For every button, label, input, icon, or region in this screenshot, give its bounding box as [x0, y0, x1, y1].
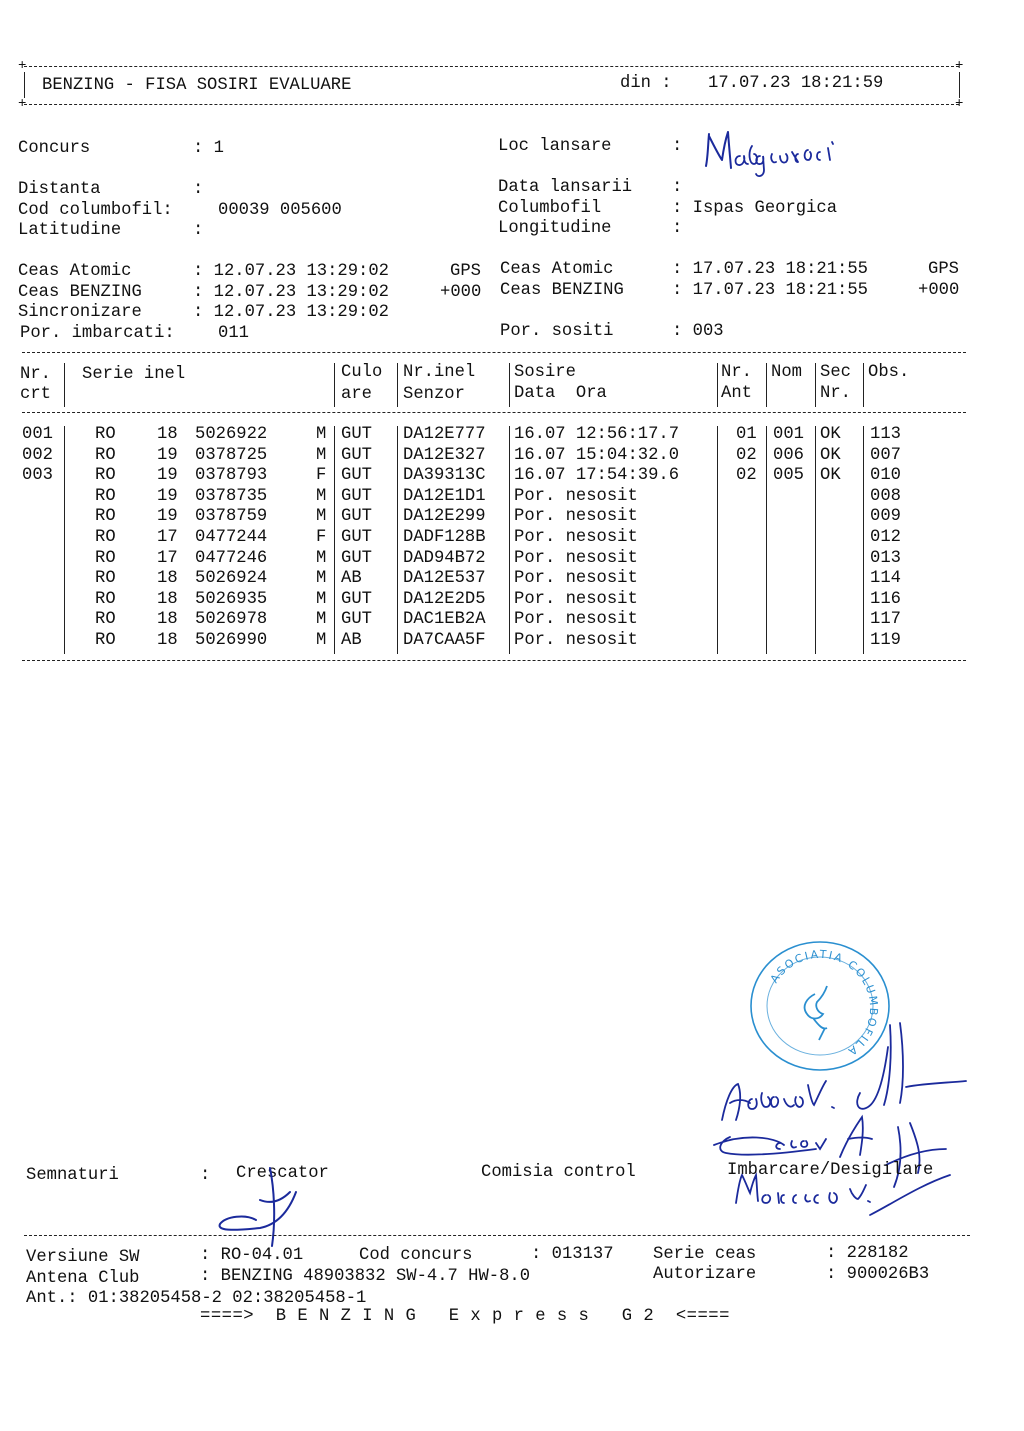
cell-inel: 5026922	[195, 425, 268, 444]
col-divider	[815, 426, 816, 654]
cell-senzor: DA12E2D5	[403, 589, 486, 609]
cell-culoare: GUT	[341, 466, 372, 486]
cell-tara: RO	[95, 631, 116, 650]
loc-lansare-label: Loc lansare	[498, 137, 612, 156]
header-sec: Sec	[820, 363, 851, 382]
left-benzing-value: : 12.07.23 13:29:02	[193, 283, 389, 302]
cell-culoare: GUT	[341, 425, 372, 444]
cell-nr: 003	[22, 466, 53, 486]
col-divider	[766, 363, 767, 407]
cell-sex: M	[316, 507, 327, 527]
col-divider	[717, 363, 718, 407]
cell-tara: RO	[95, 445, 116, 465]
cell-ant: 02	[736, 466, 757, 486]
header-obs: Obs.	[868, 363, 910, 382]
header-culo: Culo	[341, 363, 383, 382]
antena-value: : BENZING 48903832 SW-4.7 HW-8.0	[200, 1267, 531, 1286]
distanta-label: Distanta	[18, 180, 101, 199]
col-divider	[509, 426, 510, 654]
cell-an: 17	[157, 528, 178, 547]
header-ant: Ant	[721, 384, 752, 403]
cell-senzor: DADF128B	[403, 528, 486, 547]
cell-sex: M	[316, 569, 327, 589]
sincronizare-value: : 12.07.23 13:29:02	[193, 303, 389, 322]
header-top-rule	[24, 66, 959, 67]
header-are: are	[341, 385, 372, 404]
loc-lansare-sep: :	[672, 137, 683, 156]
cell-sosire: Por. nesosit	[514, 589, 638, 609]
cell-sosire: Por. nesosit	[514, 631, 638, 650]
col-divider	[509, 363, 510, 407]
cell-nr: 001	[22, 425, 53, 444]
serie-ceas-label: Serie ceas	[653, 1245, 757, 1264]
document-title: BENZING - FISA SOSIRI EVALUARE	[42, 76, 352, 95]
cell-sosire: 16.07 15:04:32.0	[514, 445, 680, 465]
autorizare-label: Autorizare	[653, 1265, 757, 1284]
cell-sosire: Por. nesosit	[514, 548, 638, 568]
imbarcati-value: 011	[218, 324, 249, 343]
cell-sex: M	[316, 425, 327, 444]
right-atomic-value: : 17.07.23 18:21:55	[672, 260, 868, 279]
cell-obs: 012	[870, 528, 901, 547]
latitudine-label: Latitudine	[18, 221, 122, 240]
header-senzor: Senzor	[403, 385, 465, 404]
cell-obs: 010	[870, 466, 901, 486]
header-sosire: Sosire	[514, 363, 576, 382]
cell-sex: M	[316, 548, 327, 568]
cell-inel: 0378759	[195, 507, 268, 527]
cell-culoare: GUT	[341, 548, 372, 568]
cell-inel: 0378793	[195, 466, 268, 486]
cell-inel: 5026978	[195, 610, 268, 630]
header-nr: Nr.	[20, 365, 51, 384]
right-atomic-suffix: GPS	[928, 260, 959, 279]
col-divider	[717, 426, 718, 654]
cod-concurs-label: Cod concurs	[359, 1246, 473, 1265]
signatures-label: Semnaturi	[26, 1166, 119, 1185]
cell-sex: F	[316, 466, 327, 486]
cell-an: 18	[157, 425, 178, 444]
right-atomic-label: Ceas Atomic	[500, 260, 614, 279]
cell-sosire: 16.07 17:54:39.6	[514, 466, 680, 486]
header-serie-inel: Serie inel	[82, 365, 186, 384]
cell-tara: RO	[95, 425, 116, 444]
serie-ceas-value: : 228182	[826, 1244, 909, 1263]
cell-inel: 5026924	[195, 569, 268, 589]
cell-senzor: DA7CAA5F	[403, 631, 486, 650]
right-benzing-suffix: +000	[918, 281, 960, 300]
corner-mark: +	[18, 96, 27, 112]
cell-culoare: AB	[341, 569, 362, 589]
cell-inel: 0378725	[195, 445, 268, 465]
cell-nom: 001	[773, 425, 804, 444]
crescator-label: Crescator	[236, 1164, 329, 1183]
left-atomic-label: Ceas Atomic	[18, 262, 132, 281]
din-datetime: 17.07.23 18:21:59	[708, 74, 884, 93]
corner-mark: +	[955, 58, 964, 74]
cell-sex: M	[316, 445, 327, 465]
table-header-rule	[22, 412, 966, 413]
cell-obs: 116	[870, 589, 901, 609]
header-left-border	[24, 72, 25, 98]
col-divider	[334, 426, 335, 654]
header-sec-nr: Nr.	[820, 384, 851, 403]
col-divider	[863, 363, 864, 407]
handwritten-loc-lansare	[700, 126, 880, 182]
header-right-border	[959, 72, 960, 98]
cell-senzor: DA12E299	[403, 507, 486, 527]
sincronizare-label: Sincronizare	[18, 303, 142, 322]
col-divider	[397, 426, 398, 654]
cell-inel: 0477244	[195, 528, 268, 547]
cell-obs: 113	[870, 425, 901, 444]
cell-nom: 005	[773, 466, 804, 486]
left-atomic-suffix: GPS	[450, 262, 481, 281]
cell-obs: 117	[870, 610, 901, 630]
cod-concurs-value: : 013137	[531, 1245, 614, 1264]
cell-culoare: GUT	[341, 528, 372, 547]
cell-obs: 119	[870, 631, 901, 650]
header-nr-ant: Nr.	[721, 363, 752, 382]
cell-culoare: GUT	[341, 589, 372, 609]
antena-label: Antena Club	[26, 1269, 140, 1288]
cell-an: 18	[157, 589, 178, 609]
cell-senzor: DA12E327	[403, 445, 486, 465]
concurs-value: : 1	[193, 139, 224, 158]
cell-sex: M	[316, 631, 327, 650]
cell-senzor: DAC1EB2A	[403, 610, 486, 630]
cell-ant: 01	[736, 425, 757, 444]
cell-inel: 5026935	[195, 589, 268, 609]
signatures-sep: :	[200, 1166, 211, 1185]
cell-inel: 5026990	[195, 631, 268, 650]
header-nr-inel: Nr.inel	[403, 363, 476, 382]
cell-tara: RO	[95, 507, 116, 527]
table-top-rule	[22, 352, 966, 353]
cell-an: 18	[157, 569, 178, 589]
cell-an: 19	[157, 507, 178, 527]
cell-obs: 114	[870, 569, 901, 589]
versiune-value: : RO-04.01	[200, 1246, 304, 1265]
cell-an: 17	[157, 548, 178, 568]
cell-inel: 0477246	[195, 548, 268, 568]
cell-sosire: Por. nesosit	[514, 569, 638, 589]
left-atomic-value: : 12.07.23 13:29:02	[193, 262, 389, 281]
cell-sosire: Por. nesosit	[514, 528, 638, 547]
latitudine-value: :	[193, 221, 204, 240]
cell-tara: RO	[95, 466, 116, 486]
cell-senzor: DA12E537	[403, 569, 486, 589]
right-benzing-value: : 17.07.23 18:21:55	[672, 281, 868, 300]
cod-columbofil-value: 00039 005600	[218, 201, 342, 220]
cell-inel: 0378735	[195, 486, 268, 506]
cell-sosire: Por. nesosit	[514, 610, 638, 630]
versiune-label: Versiune SW	[26, 1248, 140, 1267]
cell-senzor: DA12E1D1	[403, 486, 486, 506]
table-bottom-rule	[22, 660, 966, 661]
distanta-value: :	[193, 180, 204, 199]
cell-sosire: Por. nesosit	[514, 507, 638, 527]
header-nom: Nom	[771, 363, 802, 382]
cell-sec: OK	[820, 466, 841, 486]
corner-mark: +	[18, 58, 27, 74]
cell-obs: 013	[870, 548, 901, 568]
cell-culoare: GUT	[341, 445, 372, 465]
cell-tara: RO	[95, 486, 116, 506]
cell-obs: 009	[870, 507, 901, 527]
stamp-lettering: ASOCIATIA COLUMBOFILA	[767, 947, 881, 1059]
cell-sec: OK	[820, 445, 841, 465]
cell-sex: M	[316, 486, 327, 506]
cell-tara: RO	[95, 569, 116, 589]
cell-nr: 002	[22, 445, 53, 465]
cell-an: 19	[157, 445, 178, 465]
comisia-label: Comisia control	[481, 1163, 636, 1182]
header-crt: crt	[20, 385, 51, 404]
cell-culoare: GUT	[341, 486, 372, 506]
data-lansarii-value: :	[672, 178, 683, 197]
cell-senzor: DAD94B72	[403, 548, 486, 568]
header-data-ora: Data Ora	[514, 384, 607, 403]
right-benzing-label: Ceas BENZING	[500, 281, 624, 300]
columbofil-label: Columbofil	[498, 199, 602, 218]
col-divider	[334, 363, 335, 407]
left-benzing-suffix: +000	[440, 283, 482, 302]
cell-sosire: 16.07 12:56:17.7	[514, 425, 680, 444]
columbofil-value: : Ispas Georgica	[672, 199, 838, 218]
col-divider	[863, 426, 864, 654]
express-line: ====> B E N Z I N G E x p r e s s G 2 <====	[200, 1307, 730, 1326]
imbarcati-label: Por. imbarcati:	[20, 324, 175, 343]
cell-nom: 006	[773, 445, 804, 465]
cell-obs: 008	[870, 486, 901, 506]
cell-ant: 02	[736, 445, 757, 465]
cell-senzor: DA39313C	[403, 466, 486, 486]
cell-sec: OK	[820, 425, 841, 444]
col-divider	[64, 426, 65, 654]
cell-an: 18	[157, 631, 178, 650]
cell-culoare: GUT	[341, 610, 372, 630]
din-label: din :	[620, 74, 672, 93]
header-bottom-rule	[24, 104, 959, 105]
committee-signatures	[700, 1015, 1015, 1220]
col-divider	[64, 363, 65, 407]
cod-columbofil-label: Cod columbofil:	[18, 201, 173, 220]
cell-sex: F	[316, 528, 327, 547]
ant-line: Ant.: 01:38205458-2 02:38205458-1	[26, 1289, 367, 1308]
cell-an: 19	[157, 466, 178, 486]
cell-tara: RO	[95, 548, 116, 568]
col-divider	[815, 363, 816, 407]
cell-tara: RO	[95, 589, 116, 609]
cell-senzor: DA12E777	[403, 425, 486, 444]
cell-obs: 007	[870, 445, 901, 465]
sositi-label: Por. sositi	[500, 322, 614, 341]
cell-sex: M	[316, 610, 327, 630]
cell-an: 19	[157, 486, 178, 506]
concurs-label: Concurs	[18, 139, 91, 158]
cell-sex: M	[316, 589, 327, 609]
longitudine-label: Longitudine	[498, 219, 612, 238]
col-divider	[766, 426, 767, 654]
corner-mark: +	[955, 96, 964, 112]
col-divider	[397, 363, 398, 407]
footer-rule	[24, 1235, 970, 1236]
imbarcare-label: Imbarcare/Desigilare	[727, 1161, 934, 1180]
cell-culoare: GUT	[341, 507, 372, 527]
sositi-value: : 003	[672, 322, 724, 341]
cell-an: 18	[157, 610, 178, 630]
left-benzing-label: Ceas BENZING	[18, 283, 142, 302]
cell-sosire: Por. nesosit	[514, 486, 638, 506]
cell-culoare: AB	[341, 631, 362, 650]
data-lansarii-label: Data lansarii	[498, 178, 633, 197]
crescator-signature	[210, 1160, 320, 1252]
cell-tara: RO	[95, 528, 116, 547]
longitudine-value: :	[672, 219, 683, 238]
autorizare-value: : 900026B3	[826, 1265, 930, 1284]
cell-tara: RO	[95, 610, 116, 630]
